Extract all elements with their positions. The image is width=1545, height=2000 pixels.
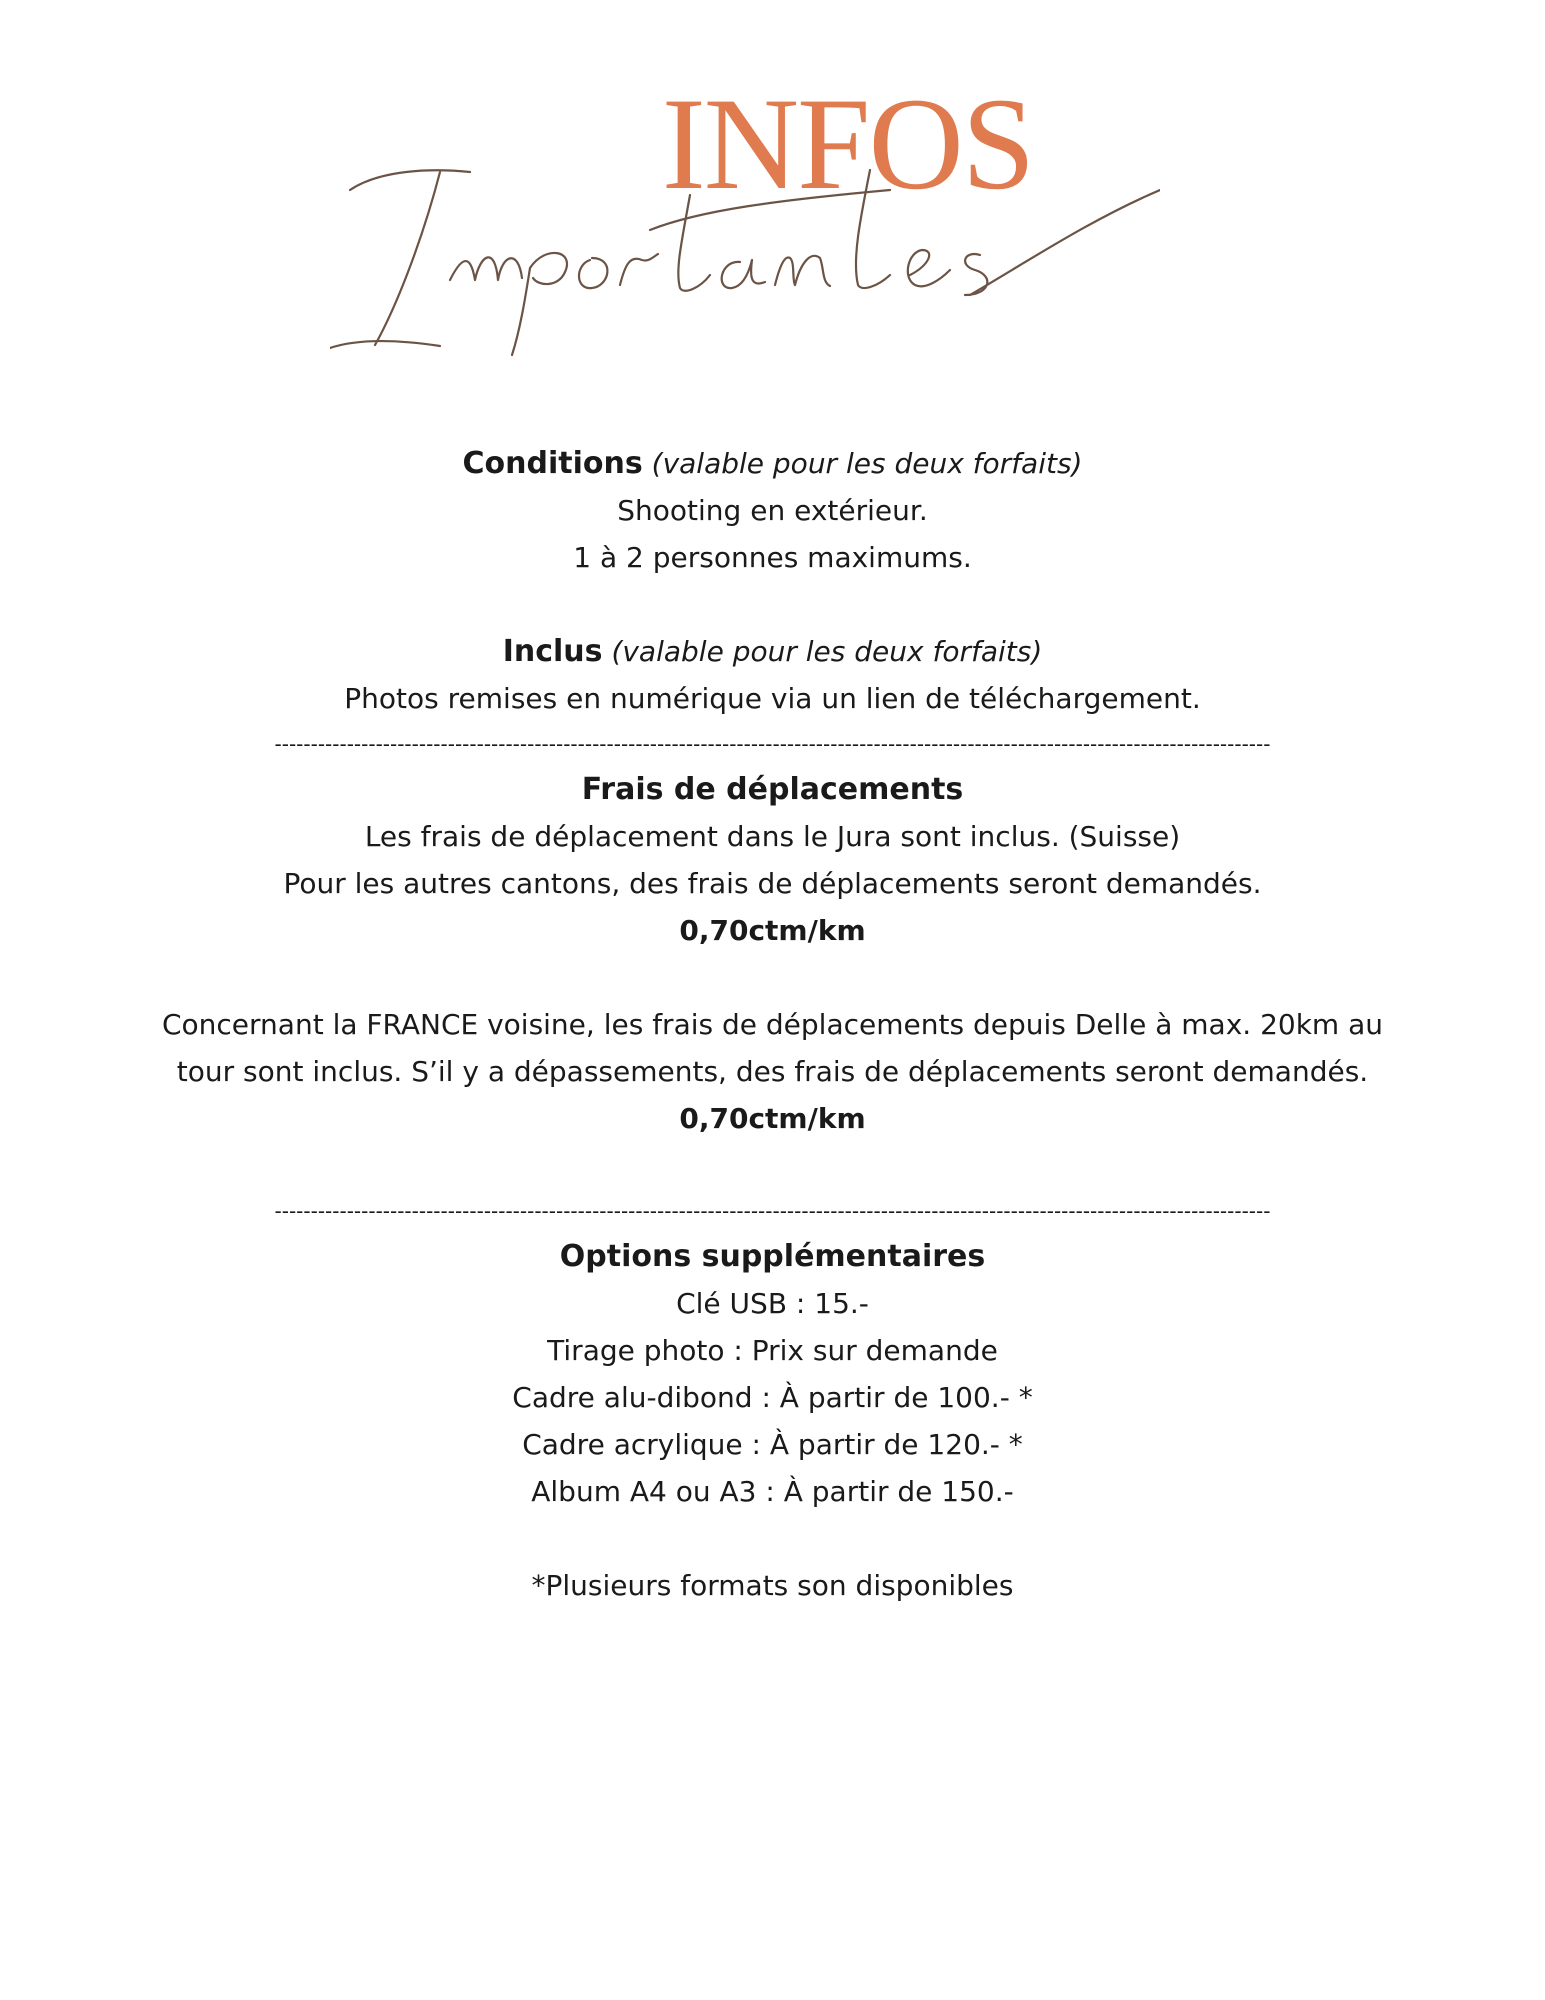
- conditions-line: Shooting en extérieur.: [617, 494, 928, 527]
- inclus-title: Inclus: [502, 634, 603, 669]
- option-item: Cadre alu-dibond : À partir de 100.- *: [512, 1381, 1033, 1414]
- conditions-line: 1 à 2 personnes maximums.: [573, 541, 972, 574]
- frais-france-price: 0,70ctm/km: [679, 1102, 866, 1135]
- separator: ------------------------------------------------------------------------------------------------------------------------------------------: [274, 1199, 1271, 1223]
- frais-line: Les frais de déplacement dans le Jura sont inclus. (Suisse): [364, 820, 1181, 853]
- conditions-title: Conditions: [462, 446, 643, 481]
- inclus-line: Photos remises en numérique via un lien de téléchargement.: [344, 682, 1201, 715]
- info-content: [0, 440, 1545, 1609]
- importantes-script-drawing: [330, 150, 1160, 370]
- inclus-note: (valable pour les deux forfaits): [611, 635, 1043, 668]
- option-item: Album A4 ou A3 : À partir de 150.-: [531, 1475, 1014, 1508]
- page-header: [0, 0, 1545, 380]
- frais-title: Frais de déplacements: [581, 772, 964, 807]
- option-item: Cadre acrylique : À partir de 120.- *: [522, 1428, 1023, 1461]
- conditions-note: (valable pour les deux forfaits): [651, 447, 1083, 480]
- option-item: Tirage photo : Prix sur demande: [547, 1334, 998, 1367]
- options-footnote: *Plusieurs formats son disponibles: [531, 1569, 1014, 1602]
- conditions-heading: [0, 440, 1545, 487]
- inclus-heading: [0, 628, 1545, 675]
- separator: ------------------------------------------------------------------------------------------------------------------------------------------: [274, 732, 1271, 756]
- frais-france-line: tour sont inclus. S’il y a dépassements, des frais de déplacements seront demandés.: [176, 1055, 1369, 1088]
- infos-title: INFOS: [661, 70, 1034, 217]
- options-title: Options supplémentaires: [559, 1239, 986, 1274]
- frais-price: 0,70ctm/km: [679, 914, 866, 947]
- frais-line: Pour les autres cantons, des frais de déplacements seront demandés.: [283, 867, 1262, 900]
- frais-france-line: Concernant la FRANCE voisine, les frais de déplacements depuis Delle à max. 20km au: [161, 1008, 1383, 1041]
- option-item: Clé USB : 15.-: [676, 1287, 869, 1320]
